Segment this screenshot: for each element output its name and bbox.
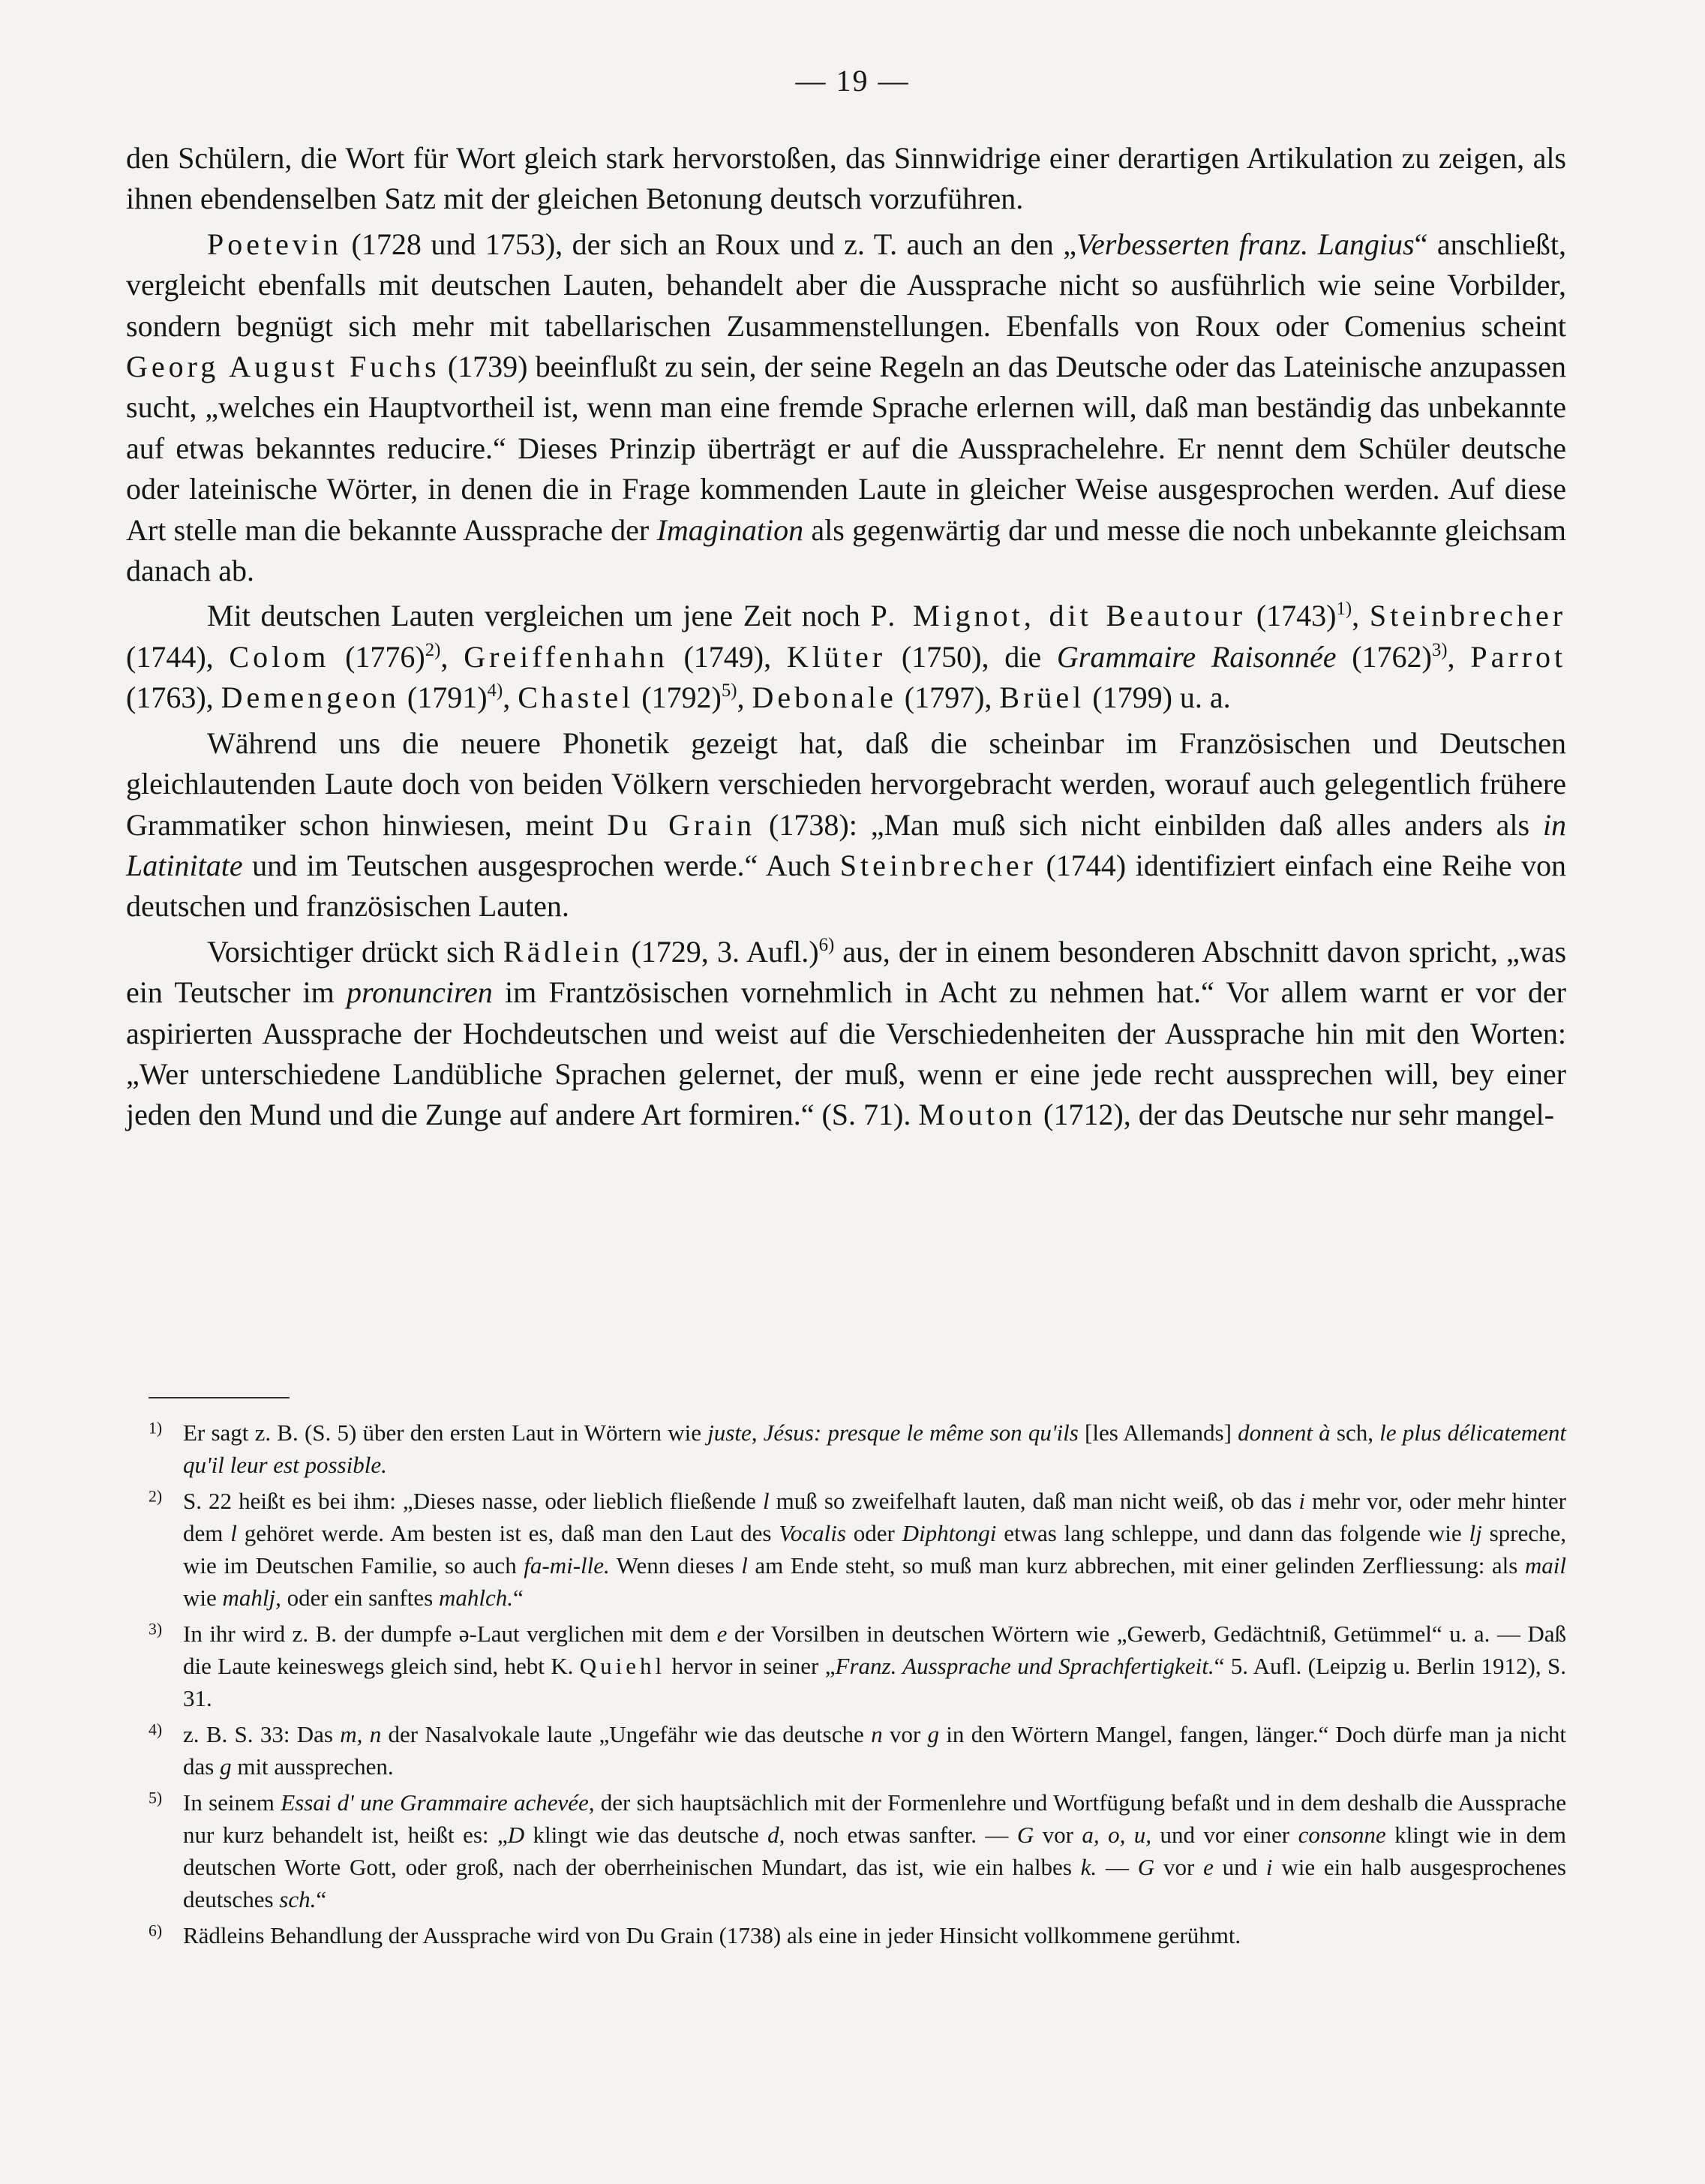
footnote: [149, 1485, 1566, 1614]
italic-text: g: [927, 1721, 939, 1747]
italic-text: a, o, u,: [1082, 1822, 1152, 1848]
spaced-name: Demengeon: [221, 680, 400, 715]
text-run: vor: [882, 1721, 928, 1747]
italic-text: donnent à: [1238, 1419, 1331, 1446]
italic-text: n: [871, 1721, 883, 1747]
footnote-text: [183, 1789, 1566, 1912]
text-run: ,: [1447, 639, 1471, 674]
spaced-name: Quiehl: [579, 1653, 666, 1679]
italic-text: mail: [1524, 1552, 1566, 1579]
text-run: Er sagt z. B. (S. 5) über den ersten Laut in Wörtern wie: [183, 1419, 708, 1446]
italic-text: i: [1298, 1488, 1306, 1514]
footnote-mark: 4): [149, 1720, 163, 1739]
italic-text: in Latinitate: [126, 807, 1567, 882]
footnote-mark: 1): [149, 1419, 163, 1437]
text-run: [les Allemands]: [1078, 1419, 1238, 1446]
text-run: (1776): [329, 639, 425, 674]
footnote-reference: 5): [721, 680, 737, 701]
footnote-reference: 3): [1431, 640, 1448, 660]
text-run: und vor einer: [1151, 1822, 1298, 1848]
footnote-mark: 6): [149, 1921, 163, 1940]
spaced-name: Debonale: [752, 680, 897, 715]
page-number: — 19 —: [795, 64, 910, 98]
text-run: ,: [440, 639, 464, 674]
spaced-name: Poetevin: [207, 227, 342, 261]
text-run: spreche, wie im Deutschen Familie, so auch: [183, 1520, 1566, 1579]
text-run: vor: [1034, 1822, 1082, 1848]
text-run: Mit deutschen Lauten vergleichen um jene Zeit noch: [207, 599, 871, 633]
spaced-name: Du Grain: [607, 807, 756, 842]
spaced-name: Georg August Fuchs: [126, 350, 440, 384]
text-run: (1739) beeinflußt zu sein, der seine Regeln an das Deutsche oder das Lateinische anzupassen sucht, „welches ein Hauptvortheil ist, wenn man eine fremde Sprache erlernen will, daß man beständig das unbekannte auf etwas bekanntes reducire.“ Dieses Prinzip überträgt er auf die Aussprachelehre. Er nennt dem Schüler deutsche oder lateinische Wörter, in denen die in Frage kommenden Laute in gleicher Weise ausgesprochen werden. Auf diese Art stelle man die bekannte Aussprache der: [126, 350, 1567, 547]
main-text: [126, 138, 1566, 1140]
text-run: (1799) u. a.: [1085, 680, 1231, 715]
text-run: vor: [1154, 1854, 1204, 1880]
text-run: (1743): [1246, 599, 1337, 633]
text-run: (1763),: [126, 680, 221, 715]
italic-text: mahlch.: [438, 1585, 513, 1611]
footnote-separator: [149, 1397, 290, 1398]
text-run: (1744),: [126, 639, 230, 674]
footnote-reference: 4): [487, 680, 503, 701]
italic-text: d,: [767, 1822, 785, 1848]
text-run: ,: [737, 680, 752, 715]
footnote: [149, 1416, 1566, 1481]
text-run: (1791): [399, 680, 488, 715]
footnote-text: [183, 1621, 1566, 1711]
footnote-text: [183, 1488, 1566, 1611]
footnote-reference: 2): [425, 640, 441, 660]
spaced-name: Rädlein: [503, 934, 623, 969]
footnote-text: [183, 1721, 1566, 1780]
italic-text: i: [1265, 1854, 1273, 1880]
footnote-mark: 5): [149, 1789, 163, 1807]
italic-text: e: [1203, 1854, 1214, 1880]
text-run: (1712), der das Deutsche nur sehr mangel-: [1036, 1098, 1554, 1132]
spaced-name: Steinbrecher: [1369, 599, 1567, 633]
text-run: der Vorsilben in deutschen Wörtern wie „Gewerb, Gedächtniß, Getümmel“ u. a. — Daß die Laute keineswegs gleich sind, hebt K.: [183, 1621, 1566, 1679]
italic-text: l: [230, 1520, 237, 1546]
italic-text: pronunciren: [347, 975, 493, 1010]
paragraph: [126, 932, 1566, 1136]
text-run: der sich hauptsächlich mit der Formenlehre und Wortfügung befaßt und in dem deshalb die Aussprache nur kurz behandelt ist, heißt es: „: [183, 1789, 1566, 1848]
italic-text: le plus délicatement qu'il leur est possible.: [183, 1419, 1567, 1478]
italic-text: l: [762, 1488, 770, 1514]
paragraph: [126, 224, 1566, 592]
text-run: gehöret werde. Am besten ist es, daß man den Laut des: [236, 1520, 779, 1546]
text-run: ,: [1352, 599, 1370, 633]
text-run: sch,: [1330, 1419, 1380, 1446]
italic-text: k.: [1080, 1854, 1097, 1880]
italic-text: Imagination: [656, 512, 804, 547]
text-run: den Schülern, die Wort für Wort gleich stark hervorstoßen, das Sinnwidrige einer derartigen Artikulation zu zeigen, als ihnen ebendenselben Satz mit der gleichen Betonung deutsch vorzuführen.: [126, 141, 1566, 216]
text-run: Wenn dieses: [609, 1552, 742, 1579]
text-run: klingt wie in dem deutschen Worte Gott, oder groß, nach der oberrheinischen Mundart, das ist, wie ein halbes: [183, 1822, 1566, 1880]
text-run: “ 5. Aufl. (Leipzig u. Berlin 1912), S. 31.: [183, 1653, 1566, 1711]
text-run: (1728 und 1753), der sich an Roux und z. T. auch an den „: [341, 227, 1076, 261]
text-run: mehr vor, oder mehr hinter dem: [183, 1488, 1566, 1546]
text-run: wie: [183, 1585, 223, 1611]
paragraph: [126, 138, 1566, 220]
footnotes: [149, 1416, 1566, 1955]
text-run: “: [316, 1886, 327, 1912]
italic-text: consonne: [1298, 1822, 1386, 1848]
italic-text: Franz. Aussprache und Sprachfertigkeit.: [835, 1653, 1214, 1679]
spaced-name: Steinbrecher: [839, 848, 1037, 882]
text-run: Rädleins Behandlung der Aussprache wird von Du Grain (1738) als eine in jeder Hinsicht vollkommene gerühmt.: [183, 1922, 1241, 1948]
footnote-reference: 1): [1336, 599, 1352, 620]
text-run: klingt wie das deutsche: [524, 1822, 768, 1848]
text-run: “ anschließt, vergleicht ebenfalls mit deutschen Lauten, behandelt aber die Aussprache nicht so ausführlich wie seine Vorbilder, sondern begnügt sich mehr mit tabellarischen Zusammenstellungen. Ebenfalls von Roux oder Comenius scheint: [126, 227, 1566, 343]
italic-text: m, n: [340, 1721, 382, 1747]
italic-text: juste, Jésus: presque le même son qu'ils: [707, 1419, 1079, 1446]
italic-text: sch.: [279, 1886, 317, 1912]
spaced-name: Klüter: [786, 639, 887, 674]
italic-text: G: [1016, 1822, 1034, 1848]
text-run: als gegenwärtig dar und messe die noch unbekannte gleichsam danach ab.: [126, 512, 1567, 588]
text-run: und im Teutschen ausgesprochen werde.“ Auch: [242, 848, 840, 882]
italic-text: Verbesserten franz. Langius: [1076, 227, 1415, 261]
text-run: ,: [503, 680, 518, 715]
text-run: z. B. S. 33: Das: [183, 1721, 341, 1747]
spaced-name: P. Mignot, dit Beautour: [870, 599, 1247, 633]
italic-text: Vocalis: [779, 1520, 846, 1546]
footnote: [149, 1618, 1566, 1714]
spaced-name: Parrot: [1470, 639, 1567, 674]
text-run: Während uns die neuere Phonetik gezeigt hat, daß die scheinbar im Französischen und Deutschen gleichlautenden Laute doch von beiden Völkern verschieden hervorgebracht werden, worauf auch gelegentlich frühere Grammatiker schon hinwiesen, meint: [126, 725, 1566, 842]
italic-text: e: [716, 1621, 728, 1647]
text-run: (1762): [1336, 639, 1432, 674]
text-run: und: [1213, 1854, 1266, 1880]
spaced-name: Mouton: [918, 1098, 1037, 1132]
paragraph: [126, 596, 1566, 718]
text-run: wie ein halb ausgesprochenes deutsches: [183, 1854, 1566, 1912]
italic-text: G: [1137, 1854, 1155, 1880]
italic-text: Diphtongi: [902, 1520, 997, 1546]
text-run: mit aussprechen.: [231, 1753, 394, 1780]
italic-text: fa-mi-lle.: [524, 1552, 610, 1579]
spaced-name: Greiffenhahn: [464, 639, 668, 674]
footnote: [149, 1919, 1566, 1951]
spaced-name: Chastel: [518, 680, 635, 715]
footnote: [149, 1786, 1566, 1915]
text-run: —: [1097, 1854, 1138, 1880]
italic-text: Essai d' une Grammaire achevée,: [281, 1789, 595, 1816]
footnote-reference: 6): [818, 934, 835, 955]
text-run: am Ende steht, so muß man kurz abbrechen, mit einer gelinden Zerfliessung: als: [747, 1552, 1525, 1579]
text-run: oder: [845, 1520, 902, 1546]
text-run: (1738): „Man muß sich nicht einbilden daß alles anders als: [755, 807, 1543, 842]
spaced-name: Colom: [229, 639, 330, 674]
text-run: oder ein sanftes: [281, 1585, 439, 1611]
text-run: in den Wörtern Mangel, fangen, länger.“ Doch dürfe man ja nicht das: [183, 1721, 1567, 1780]
text-run: (1749),: [668, 639, 787, 674]
text-run: (1792): [634, 680, 722, 715]
footnote-mark: 2): [149, 1487, 163, 1506]
italic-text: Grammaire Raisonnée: [1056, 639, 1337, 674]
text-run: In seinem: [183, 1789, 281, 1816]
text-run: S. 22 heißt es bei ihm: „Dieses nasse, oder lieblich fließende: [183, 1488, 763, 1514]
italic-text: mahlj,: [222, 1585, 281, 1611]
text-run: “: [512, 1585, 524, 1611]
text-run: noch etwas sanfter. —: [785, 1822, 1017, 1848]
footnote-mark: 3): [149, 1620, 163, 1639]
text-run: im Frantzösischen vornehmlich in Acht zu nehmen hat.“ Vor allem warnt er vor der aspirierten Aussprache der Hochdeutschen und weist auf die Verschiedenheiten der Aussprache hin mit den Worten: „Wer unterschiedene Landübliche Sprachen gelernet, der muß, wenn er eine jede recht aussprechen will, bey einer jeden den Mund und die Zunge auf andere Art formiren.“ (S. 71).: [126, 975, 1566, 1132]
text-run: muß so zweifelhaft lauten, daß man nicht weiß, ob das: [769, 1488, 1299, 1514]
paragraph: [126, 723, 1566, 927]
text-run: (1744) identifiziert einfach eine Reihe von deutschen und französischen Lauten.: [126, 848, 1566, 924]
footnote-text: [183, 1419, 1566, 1478]
text-run: (1729, 3. Aufl.): [623, 934, 819, 969]
italic-text: D: [507, 1822, 525, 1848]
spaced-name: Brüel: [999, 680, 1085, 715]
footnote: [149, 1718, 1566, 1783]
italic-text: l: [741, 1552, 748, 1579]
text-run: hervor in seiner „: [665, 1653, 836, 1679]
footnote-text: [183, 1922, 1241, 1948]
text-run: (1797),: [896, 680, 1000, 715]
italic-text: g: [220, 1753, 232, 1780]
text-run: der Nasalvokale laute „Ungefähr wie das deutsche: [381, 1721, 872, 1747]
text-run: Vorsichtiger drückt sich: [207, 934, 503, 969]
text-run: In ihr wird z. B. der dumpfe ə-Laut verglichen mit dem: [183, 1621, 717, 1647]
text-run: aus, der in einem besonderen Abschnitt davon spricht, „was ein Teutscher im: [126, 934, 1567, 1010]
italic-text: lj: [1469, 1520, 1482, 1546]
text-run: (1750), die: [886, 639, 1057, 674]
text-run: etwas lang schleppe, und dann das folgende wie: [996, 1520, 1469, 1546]
